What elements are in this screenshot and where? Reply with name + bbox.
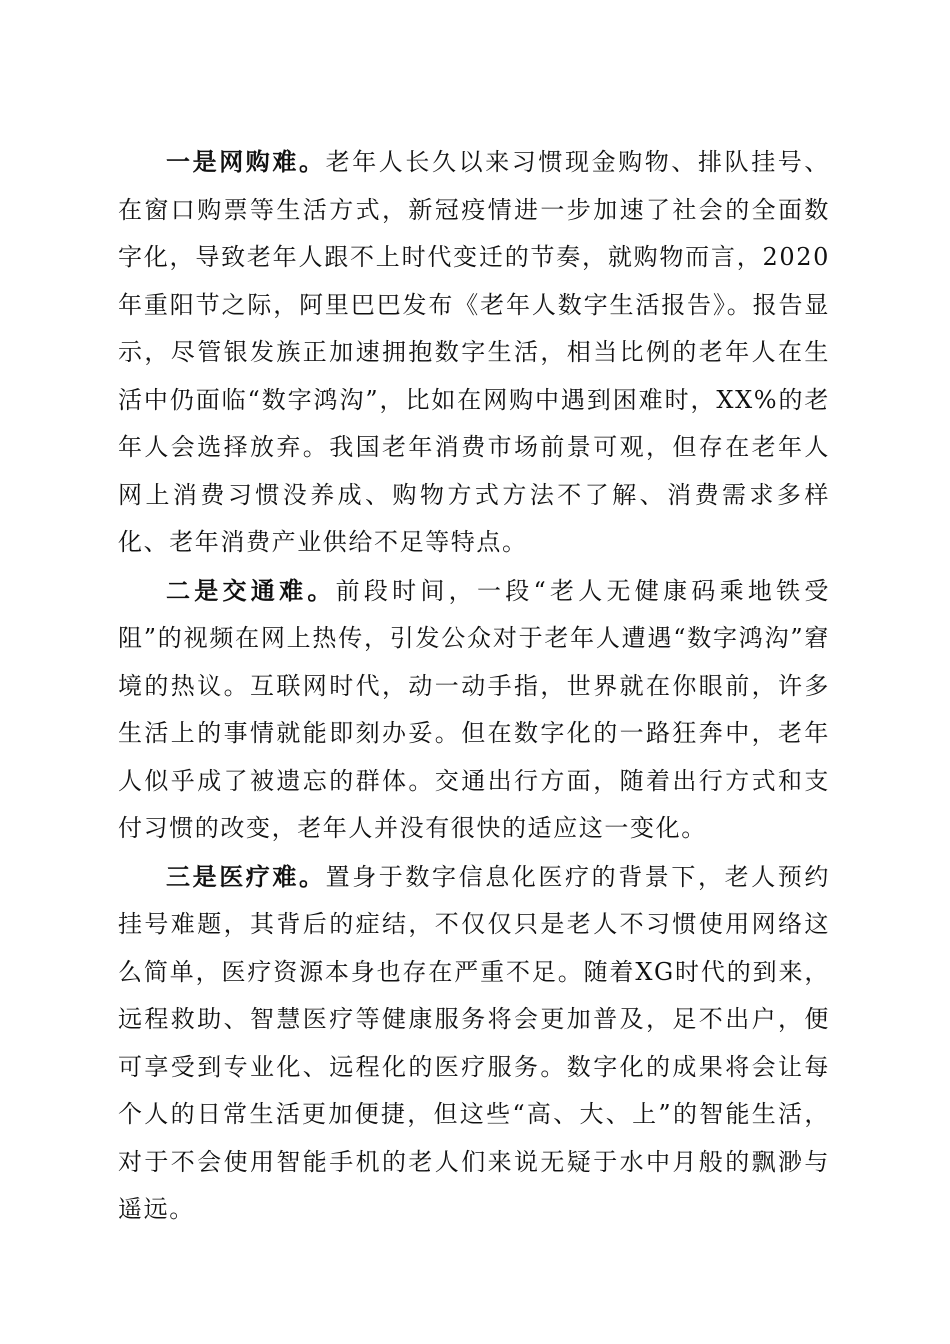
paragraph-medical [118,853,830,1234]
paragraph-online-shopping [118,138,830,567]
paragraph-text: 前段时间，一段“老人无健康码乘地铁受阻”的视频在网上热传，引发公众对于老年人遭遇“数字鸿沟”窘境的热议。互联网时代，动一动手指，世界就在你眼前，许多生活上的事情就能即刻办妥。但在数字化的一路狂奔中，老年人似乎成了被遗忘的群体。交通出行方面，随着出行方式和支付习惯的改变，老年人并没有很快的适应这一变化。 [118,576,830,842]
paragraph-heading: 二是交通难。 [166,575,336,605]
paragraph-heading: 一是网购难。 [166,147,326,176]
paragraph-text: 老年人长久以来习惯现金购物、排队挂号、在窗口购票等生活方式，新冠疫情进一步加速了社会的全面数字化，导致老年人跟不上时代变迁的节奏，就购物而言，2020年重阳节之际，阿里巴巴发布《老年人数字生活报告》。报告显示，尽管银发族正加速拥抱数字生活，相当比例的老年人在生活中仍面临“数字鸿沟”，比如在网购中遇到困难时，XX%的老年人会选择放弃。我国老年消费市场前景可观，但存在老年人网上消费习惯没养成、购物方式方法不了解、消费需求多样化、老年消费产业供给不足等特点。 [118,148,830,556]
paragraph-heading: 三是医疗难。 [166,861,326,891]
paragraph-text: 置身于数字信息化医疗的背景下，老人预约挂号难题，其背后的症结，不仅仅只是老人不习惯使用网络这么简单，医疗资源本身也存在严重不足。随着XG时代的到来，远程救助、智慧医疗等健康服务将会更加普及，足不出户，便可享受到专业化、远程化的医疗服务。数字化的成果将会让每个人的日常生活更加便捷，但这些“高、大、上”的智能生活，对于不会使用智能手机的老人们来说无疑于水中月般的飘渺与遥远。 [118,862,830,1223]
document-body [118,138,830,1234]
paragraph-transportation [118,567,830,853]
